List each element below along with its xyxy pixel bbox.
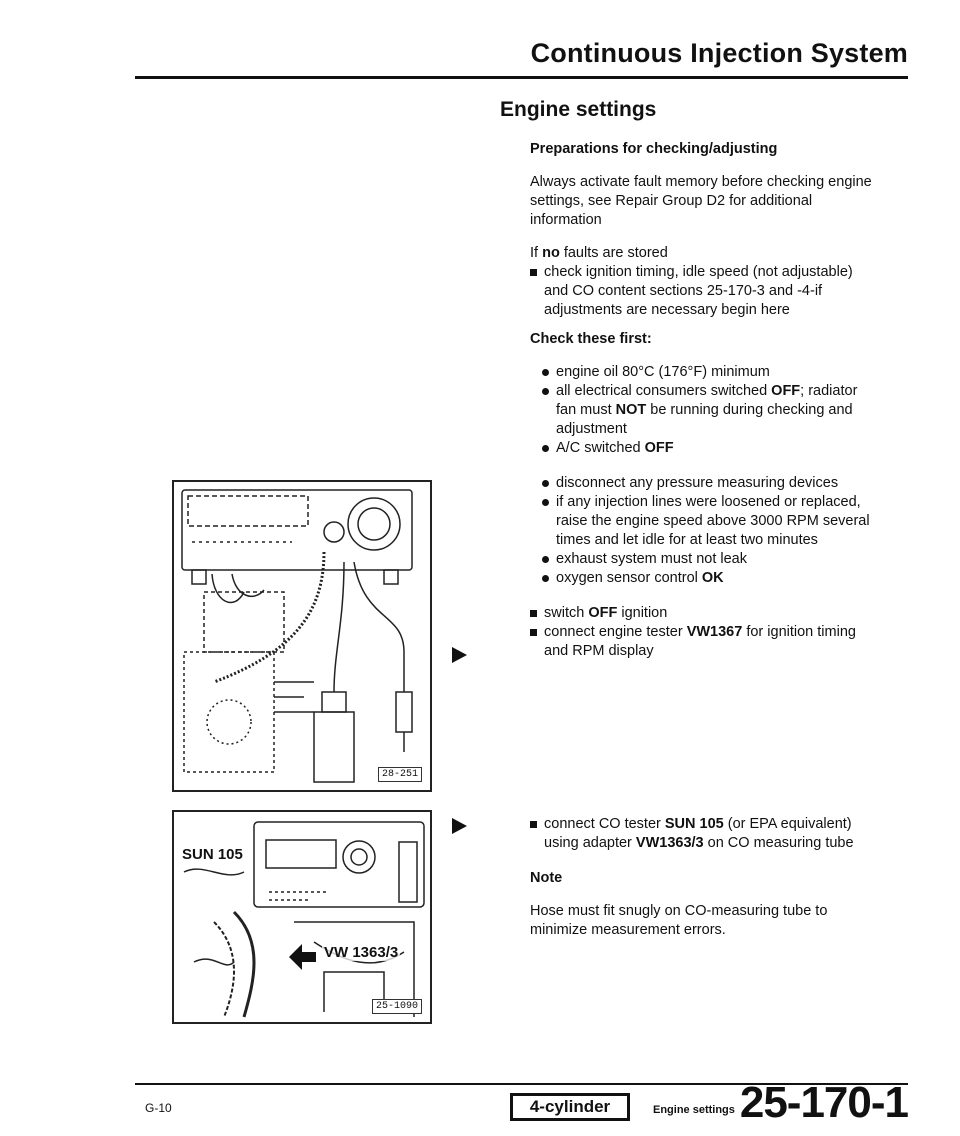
check-item: check ignition timing, idle speed (not adjustable) and CO content sections 25-170-3 and -4-if adjustments are necessary begin here — [530, 263, 880, 320]
text-run: on CO measuring tube — [703, 835, 854, 851]
check-first-list-2 — [542, 474, 880, 588]
list-item — [542, 439, 880, 458]
faults-prefix: If — [530, 245, 543, 261]
preparations-intro: Always activate fault memory before checking engine settings, see Repair Group D2 for additional information — [530, 174, 872, 228]
text-run: for ignition timing and RPM display — [544, 624, 856, 659]
page-number: 25-170-1 — [739, 1078, 908, 1127]
list-item — [542, 474, 880, 493]
bold-text: OFF — [771, 383, 801, 399]
check-first-heading: Check these first: — [530, 331, 652, 347]
figure-1-label: 28-251 — [378, 767, 422, 782]
text-run: switch — [544, 605, 589, 621]
check-list — [530, 263, 880, 320]
bold-text: VW1363/3 — [635, 835, 704, 851]
text-run: exhaust system must not leak — [556, 551, 747, 567]
bold-text: SUN 105 — [664, 816, 724, 832]
cylinder-badge: 4-cylinder — [510, 1093, 630, 1121]
engine-tester-illustration — [174, 482, 430, 790]
text-run: if any injection lines were loosened or replaced, raise the engine speed above 3000 RPM several times and let idle for at least two minutes — [556, 494, 870, 548]
text-run: ignition — [617, 605, 668, 621]
bold-text: VW1367 — [686, 624, 743, 640]
text-run: disconnect any pressure measuring devices — [556, 475, 839, 491]
header-rule — [135, 76, 908, 79]
faults-suffix: faults are stored — [559, 245, 668, 261]
callout-vw-1363: VW 1363/3 — [324, 944, 399, 961]
faults-line — [530, 244, 880, 263]
bold-text: OFF — [588, 605, 618, 621]
preparations-heading: Preparations for checking/adjusting — [530, 141, 778, 157]
text-run: engine oil 80°C (176°F) minimum — [556, 364, 770, 380]
text-run: ; radiator fan must — [556, 383, 858, 418]
figure-engine-tester — [172, 480, 432, 792]
check-first-list-1 — [542, 363, 880, 458]
text-run: connect engine tester — [544, 624, 687, 640]
footer-section-label: Engine settings — [653, 1104, 735, 1116]
callout-sun-105: SUN 105 — [182, 846, 243, 863]
list-item — [542, 550, 880, 569]
text-column — [530, 140, 880, 661]
note-heading: Note — [530, 870, 563, 886]
bold-text: NOT — [615, 402, 647, 418]
list-item — [530, 623, 880, 661]
page-header-title: Continuous Injection System — [530, 38, 908, 68]
bold-text: OFF — [644, 440, 674, 456]
pointer-arrow-2 — [452, 818, 467, 834]
list-item — [530, 815, 880, 853]
list-item — [542, 382, 880, 439]
page-left-code: G-10 — [145, 1101, 172, 1115]
text-run: be running during checking and adjustment — [556, 402, 853, 437]
section-title: Engine settings — [500, 98, 657, 121]
bold-text: OK — [701, 570, 724, 586]
text-run: all electrical consumers switched — [556, 383, 772, 399]
figure-co-tester — [172, 810, 432, 1024]
pointer-arrow-1 — [452, 647, 467, 663]
text-column-lower — [530, 815, 880, 940]
steps-list-2 — [530, 815, 880, 853]
list-item — [542, 363, 880, 382]
text-run: connect CO tester — [544, 816, 665, 832]
text-run: (or EPA equivalent) using adapter — [544, 816, 852, 851]
faults-bold: no — [542, 245, 560, 261]
list-item — [542, 493, 880, 550]
figure-2-label: 25-1090 — [372, 999, 422, 1014]
steps-list-1 — [530, 604, 880, 661]
text-run: oxygen sensor control — [556, 570, 702, 586]
text-run: A/C switched — [556, 440, 645, 456]
co-tester-illustration — [174, 812, 430, 1022]
note-text: Hose must fit snugly on CO-measuring tube to minimize measurement errors. — [530, 903, 828, 938]
list-item — [542, 569, 880, 588]
direction-arrow-icon — [289, 944, 316, 970]
list-item — [530, 604, 880, 623]
